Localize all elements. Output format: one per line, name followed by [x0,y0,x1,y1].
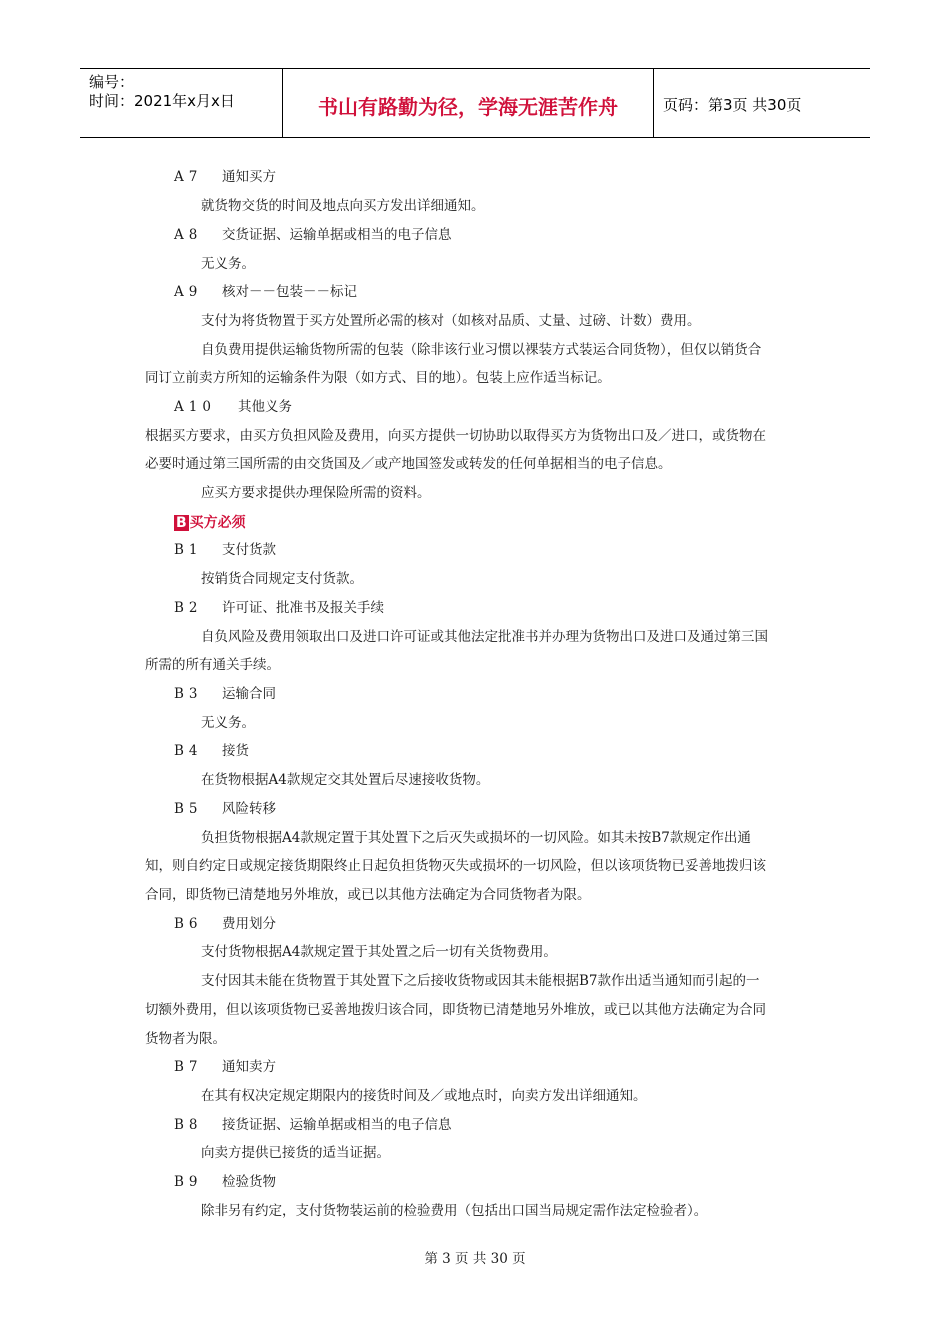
clause-heading: B9 检验货物 [174,1174,276,1190]
paragraph-line: 按销货合同规定支付货款。 [201,571,363,587]
clause-heading: A9 核对－－包装－－标记 [174,284,357,300]
clause-heading: B4 接货 [174,743,249,759]
paragraph-line: 自负风险及费用领取出口及进口许可证或其他法定批准书并办理为货物出口及进口及通过第三国 [201,629,768,645]
paragraph-line: 在其有权决定规定期限内的接货时间及／或地点时，向卖方发出详细通知。 [201,1088,647,1104]
clause-heading: B7 通知卖方 [174,1059,276,1075]
clause-heading: B1 支付货款 [174,542,276,558]
paragraph-line: 无义务。 [201,256,255,272]
paragraph-line: 同订立前卖方所知的运输条件为限（如方式、目的地）。包装上应作适当标记。 [145,370,611,386]
clause-heading: A8 交货证据、运输单据或相当的电子信息 [174,227,452,243]
header-page-cell [654,69,870,137]
document-code: 编号： [89,73,135,91]
paragraph-line: 除非另有约定，支付货物装运前的检验费用（包括出口国当局规定需作法定检验者）。 [201,1203,708,1219]
page-header [80,68,870,138]
clause-heading: B5 风险转移 [174,801,276,817]
paragraph-line: 支付为将货物置于买方处置所必需的核对（如核对品质、丈量、过磅、计数）费用。 [201,313,701,329]
header-page-number: 页码：第3页 共30页 [663,96,802,114]
clause-heading: B6 费用划分 [174,916,276,932]
header-motto: 书山有路勤为径，学海无涯苦作舟 [318,95,618,119]
clause-heading: A10 其他义务 [174,399,292,415]
paragraph-line: 支付因其未能在货物置于其处置下之后接收货物或因其未能根据B7款作出适当通知而引起的一 [201,973,760,989]
section-b-box: B [176,515,187,531]
paragraph-line: 支付货物根据A4款规定置于其处置之后一切有关货物费用。 [201,944,557,960]
header-motto-cell [283,69,654,137]
paragraph-line: 应买方要求提供办理保险所需的资料。 [201,485,431,501]
header-meta-cell [80,69,283,137]
paragraph-line: 必要时通过第三国所需的由交货国及／或产地国签发或转发的任何单据相当的电子信息。 [145,456,672,472]
paragraph-line: 所需的所有通关手续。 [145,657,280,673]
paragraph-line: 合同，即货物已清楚地另外堆放，或已以其他方法确定为合同货物者为限。 [145,887,591,903]
paragraph-line: 自负费用提供运输货物所需的包装（除非该行业习惯以裸装方式装运合同货物），但仅以销货合 [201,342,762,358]
clause-heading: B2 许可证、批准书及报关手续 [174,600,384,616]
paragraph-line: 货物者为限。 [145,1031,226,1047]
clause-heading: B8 接货证据、运输单据或相当的电子信息 [174,1117,452,1133]
paragraph-line: 就货物交货的时间及地点向买方发出详细通知。 [201,198,485,214]
paragraph-line: 向卖方提供已接货的适当证据。 [201,1145,390,1161]
paragraph-line: 切额外费用，但以该项货物已妥善地拨归该合同，即货物已清楚地另外堆放，或已以其他方法确定为合同 [145,1002,766,1018]
paragraph-line: 知，则自约定日或规定接货期限终止日起负担货物灭失或损坏的一切风险，但以该项货物已妥善地拨归该 [145,858,766,874]
clause-heading: B3 运输合同 [174,686,276,702]
clause-heading: A7 通知买方 [174,169,276,185]
paragraph-line: 负担货物根据A4款规定置于其处置下之后灭失或损坏的一切风险。如其未按B7款规定作出通 [201,830,751,846]
paragraph-line: 根据买方要求，由买方负担风险及费用，向买方提供一切协助以取得买方为货物出口及／进口，或货物在 [145,428,766,444]
page-footer: 第 3 页 共 30 页 [424,1251,526,1267]
section-b-heading: B 买方必须 [176,515,246,531]
paragraph-line: 无义务。 [201,715,255,731]
paragraph-line: 在货物根据A4款规定交其处置后尽速接收货物。 [201,772,490,788]
document-date: 时间：2021年x月x日 [89,92,235,110]
